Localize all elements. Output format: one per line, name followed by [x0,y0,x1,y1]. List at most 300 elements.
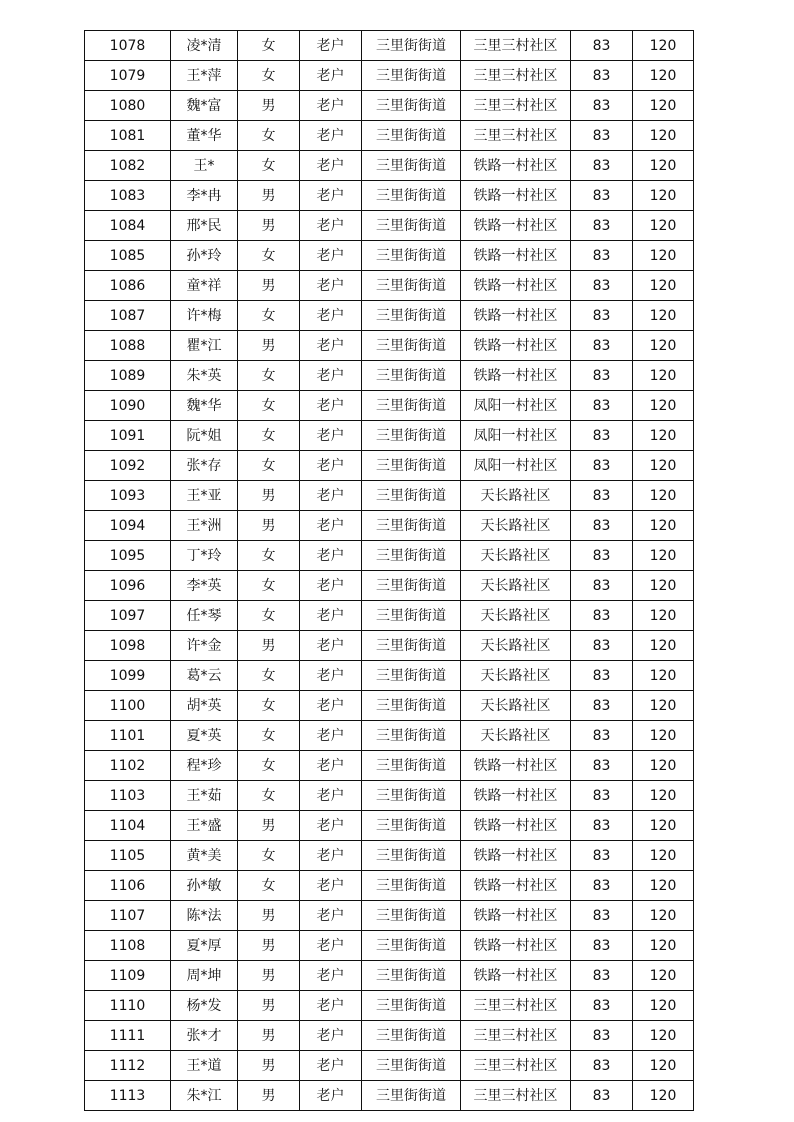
table-row [85,61,694,91]
community-cell: 天长路社区 [461,481,571,511]
table-row [85,91,694,121]
gender-cell: 男 [238,931,300,961]
street-cell: 三里街街道 [362,391,461,421]
serial-number-cell: 1089 [85,361,171,391]
gender-cell: 男 [238,1051,300,1081]
gender-cell: 男 [238,631,300,661]
household-type-cell: 老户 [300,601,362,631]
street-cell: 三里街街道 [362,1021,461,1051]
household-type-cell: 老户 [300,631,362,661]
table-row [85,841,694,871]
street-cell: 三里街街道 [362,721,461,751]
table-row [85,541,694,571]
age-cell: 83 [571,991,633,1021]
name-cell: 王*盛 [171,811,238,841]
household-type-cell: 老户 [300,181,362,211]
amount-cell: 120 [633,871,694,901]
serial-number-cell: 1106 [85,871,171,901]
gender-cell: 女 [238,601,300,631]
age-cell: 83 [571,91,633,121]
age-cell: 83 [571,301,633,331]
amount-cell: 120 [633,241,694,271]
name-cell: 阮*姐 [171,421,238,451]
gender-cell: 女 [238,391,300,421]
household-type-cell: 老户 [300,571,362,601]
street-cell: 三里街街道 [362,421,461,451]
name-cell: 陈*法 [171,901,238,931]
age-cell: 83 [571,211,633,241]
serial-number-cell: 1108 [85,931,171,961]
age-cell: 83 [571,781,633,811]
gender-cell: 女 [238,61,300,91]
age-cell: 83 [571,811,633,841]
serial-number-cell: 1091 [85,421,171,451]
community-cell: 凤阳一村社区 [461,451,571,481]
serial-number-cell: 1102 [85,751,171,781]
table-row [85,901,694,931]
name-cell: 朱*英 [171,361,238,391]
household-type-cell: 老户 [300,841,362,871]
street-cell: 三里街街道 [362,991,461,1021]
table-row [85,181,694,211]
amount-cell: 120 [633,631,694,661]
gender-cell: 女 [238,241,300,271]
table-row [85,931,694,961]
amount-cell: 120 [633,121,694,151]
age-cell: 83 [571,181,633,211]
serial-number-cell: 1107 [85,901,171,931]
amount-cell: 120 [633,601,694,631]
age-cell: 83 [571,481,633,511]
street-cell: 三里街街道 [362,271,461,301]
gender-cell: 男 [238,1081,300,1111]
age-cell: 83 [571,331,633,361]
age-cell: 83 [571,931,633,961]
name-cell: 许*金 [171,631,238,661]
serial-number-cell: 1083 [85,181,171,211]
amount-cell: 120 [633,511,694,541]
name-cell: 丁*玲 [171,541,238,571]
age-cell: 83 [571,661,633,691]
serial-number-cell: 1103 [85,781,171,811]
table-row [85,1051,694,1081]
gender-cell: 女 [238,541,300,571]
community-cell: 凤阳一村社区 [461,421,571,451]
table-row [85,241,694,271]
serial-number-cell: 1105 [85,841,171,871]
household-type-cell: 老户 [300,481,362,511]
table-body [85,31,694,1111]
table-row [85,691,694,721]
name-cell: 王*道 [171,1051,238,1081]
household-type-cell: 老户 [300,31,362,61]
age-cell: 83 [571,721,633,751]
serial-number-cell: 1096 [85,571,171,601]
household-type-cell: 老户 [300,1051,362,1081]
amount-cell: 120 [633,361,694,391]
amount-cell: 120 [633,271,694,301]
table-row [85,751,694,781]
name-cell: 葛*云 [171,661,238,691]
community-cell: 天长路社区 [461,691,571,721]
age-cell: 83 [571,631,633,661]
street-cell: 三里街街道 [362,451,461,481]
serial-number-cell: 1099 [85,661,171,691]
street-cell: 三里街街道 [362,931,461,961]
amount-cell: 120 [633,661,694,691]
amount-cell: 120 [633,211,694,241]
age-cell: 83 [571,31,633,61]
community-cell: 三里三村社区 [461,991,571,1021]
name-cell: 李*英 [171,571,238,601]
table-row [85,331,694,361]
amount-cell: 120 [633,481,694,511]
age-cell: 83 [571,601,633,631]
community-cell: 铁路一村社区 [461,331,571,361]
gender-cell: 男 [238,271,300,301]
household-type-cell: 老户 [300,691,362,721]
community-cell: 铁路一村社区 [461,871,571,901]
street-cell: 三里街街道 [362,1081,461,1111]
household-type-cell: 老户 [300,91,362,121]
serial-number-cell: 1110 [85,991,171,1021]
household-type-cell: 老户 [300,661,362,691]
community-cell: 三里三村社区 [461,61,571,91]
community-cell: 天长路社区 [461,661,571,691]
name-cell: 张*才 [171,1021,238,1051]
age-cell: 83 [571,451,633,481]
community-cell: 铁路一村社区 [461,811,571,841]
community-cell: 铁路一村社区 [461,211,571,241]
serial-number-cell: 1111 [85,1021,171,1051]
serial-number-cell: 1098 [85,631,171,661]
gender-cell: 男 [238,511,300,541]
serial-number-cell: 1079 [85,61,171,91]
name-cell: 王*洲 [171,511,238,541]
street-cell: 三里街街道 [362,871,461,901]
gender-cell: 男 [238,901,300,931]
household-type-cell: 老户 [300,871,362,901]
community-cell: 三里三村社区 [461,1021,571,1051]
community-cell: 铁路一村社区 [461,751,571,781]
table-row [85,211,694,241]
amount-cell: 120 [633,691,694,721]
serial-number-cell: 1092 [85,451,171,481]
age-cell: 83 [571,871,633,901]
name-cell: 胡*英 [171,691,238,721]
table-row [85,601,694,631]
amount-cell: 120 [633,991,694,1021]
gender-cell: 女 [238,781,300,811]
amount-cell: 120 [633,751,694,781]
age-cell: 83 [571,1021,633,1051]
street-cell: 三里街街道 [362,331,461,361]
name-cell: 黄*美 [171,841,238,871]
gender-cell: 女 [238,721,300,751]
amount-cell: 120 [633,301,694,331]
community-cell: 铁路一村社区 [461,301,571,331]
amount-cell: 120 [633,451,694,481]
serial-number-cell: 1109 [85,961,171,991]
household-type-cell: 老户 [300,781,362,811]
table-row [85,271,694,301]
street-cell: 三里街街道 [362,811,461,841]
household-type-cell: 老户 [300,451,362,481]
street-cell: 三里街街道 [362,841,461,871]
table-row [85,661,694,691]
name-cell: 王* [171,151,238,181]
age-cell: 83 [571,961,633,991]
household-type-cell: 老户 [300,931,362,961]
street-cell: 三里街街道 [362,241,461,271]
amount-cell: 120 [633,331,694,361]
age-cell: 83 [571,271,633,301]
age-cell: 83 [571,571,633,601]
community-cell: 天长路社区 [461,601,571,631]
street-cell: 三里街街道 [362,481,461,511]
name-cell: 任*琴 [171,601,238,631]
age-cell: 83 [571,901,633,931]
community-cell: 铁路一村社区 [461,931,571,961]
community-cell: 铁路一村社区 [461,781,571,811]
household-type-cell: 老户 [300,331,362,361]
age-cell: 83 [571,421,633,451]
serial-number-cell: 1097 [85,601,171,631]
gender-cell: 男 [238,1021,300,1051]
table-row [85,481,694,511]
household-type-cell: 老户 [300,61,362,91]
amount-cell: 120 [633,181,694,211]
gender-cell: 男 [238,811,300,841]
amount-cell: 120 [633,931,694,961]
street-cell: 三里街街道 [362,151,461,181]
age-cell: 83 [571,541,633,571]
street-cell: 三里街街道 [362,1051,461,1081]
street-cell: 三里街街道 [362,211,461,241]
name-cell: 王*茹 [171,781,238,811]
household-type-cell: 老户 [300,901,362,931]
name-cell: 童*祥 [171,271,238,301]
table-row [85,961,694,991]
name-cell: 李*冉 [171,181,238,211]
age-cell: 83 [571,511,633,541]
amount-cell: 120 [633,571,694,601]
name-cell: 夏*厚 [171,931,238,961]
table-row [85,391,694,421]
table-row [85,571,694,601]
age-cell: 83 [571,691,633,721]
table-row [85,31,694,61]
gender-cell: 女 [238,421,300,451]
amount-cell: 120 [633,31,694,61]
serial-number-cell: 1090 [85,391,171,421]
amount-cell: 120 [633,61,694,91]
street-cell: 三里街街道 [362,61,461,91]
household-type-cell: 老户 [300,721,362,751]
community-cell: 铁路一村社区 [461,271,571,301]
serial-number-cell: 1078 [85,31,171,61]
table-row [85,301,694,331]
street-cell: 三里街街道 [362,781,461,811]
serial-number-cell: 1101 [85,721,171,751]
serial-number-cell: 1086 [85,271,171,301]
gender-cell: 男 [238,211,300,241]
street-cell: 三里街街道 [362,571,461,601]
age-cell: 83 [571,751,633,781]
amount-cell: 120 [633,781,694,811]
community-cell: 天长路社区 [461,541,571,571]
serial-number-cell: 1085 [85,241,171,271]
household-type-cell: 老户 [300,121,362,151]
table-row [85,781,694,811]
community-cell: 三里三村社区 [461,31,571,61]
table-row [85,421,694,451]
community-cell: 铁路一村社区 [461,361,571,391]
household-type-cell: 老户 [300,241,362,271]
name-cell: 孙*敏 [171,871,238,901]
amount-cell: 120 [633,961,694,991]
table-row [85,1021,694,1051]
street-cell: 三里街街道 [362,181,461,211]
serial-number-cell: 1104 [85,811,171,841]
amount-cell: 120 [633,1081,694,1111]
community-cell: 铁路一村社区 [461,181,571,211]
name-cell: 许*梅 [171,301,238,331]
table-row [85,1081,694,1111]
table-row [85,991,694,1021]
serial-number-cell: 1084 [85,211,171,241]
community-cell: 三里三村社区 [461,1051,571,1081]
community-cell: 三里三村社区 [461,91,571,121]
community-cell: 铁路一村社区 [461,241,571,271]
serial-number-cell: 1094 [85,511,171,541]
community-cell: 天长路社区 [461,511,571,541]
name-cell: 夏*英 [171,721,238,751]
serial-number-cell: 1080 [85,91,171,121]
name-cell: 魏*富 [171,91,238,121]
amount-cell: 120 [633,1051,694,1081]
age-cell: 83 [571,1051,633,1081]
gender-cell: 男 [238,991,300,1021]
age-cell: 83 [571,121,633,151]
age-cell: 83 [571,841,633,871]
table-row [85,811,694,841]
name-cell: 孙*玲 [171,241,238,271]
street-cell: 三里街街道 [362,961,461,991]
community-cell: 铁路一村社区 [461,961,571,991]
street-cell: 三里街街道 [362,631,461,661]
table-row [85,451,694,481]
name-cell: 邢*民 [171,211,238,241]
gender-cell: 男 [238,961,300,991]
household-type-cell: 老户 [300,811,362,841]
roster-table-container [84,30,694,1111]
community-cell: 天长路社区 [461,631,571,661]
household-type-cell: 老户 [300,421,362,451]
serial-number-cell: 1082 [85,151,171,181]
serial-number-cell: 1100 [85,691,171,721]
name-cell: 魏*华 [171,391,238,421]
household-type-cell: 老户 [300,301,362,331]
table-row [85,631,694,661]
name-cell: 杨*发 [171,991,238,1021]
age-cell: 83 [571,1081,633,1111]
gender-cell: 女 [238,451,300,481]
gender-cell: 女 [238,841,300,871]
name-cell: 董*华 [171,121,238,151]
gender-cell: 女 [238,871,300,901]
serial-number-cell: 1112 [85,1051,171,1081]
community-cell: 凤阳一村社区 [461,391,571,421]
street-cell: 三里街街道 [362,361,461,391]
gender-cell: 女 [238,361,300,391]
community-cell: 三里三村社区 [461,121,571,151]
household-type-cell: 老户 [300,151,362,181]
street-cell: 三里街街道 [362,301,461,331]
household-type-cell: 老户 [300,1021,362,1051]
name-cell: 张*存 [171,451,238,481]
street-cell: 三里街街道 [362,121,461,151]
gender-cell: 女 [238,121,300,151]
amount-cell: 120 [633,91,694,121]
community-cell: 铁路一村社区 [461,841,571,871]
gender-cell: 女 [238,751,300,781]
household-type-cell: 老户 [300,541,362,571]
household-type-cell: 老户 [300,361,362,391]
household-type-cell: 老户 [300,391,362,421]
table-row [85,721,694,751]
name-cell: 朱*江 [171,1081,238,1111]
gender-cell: 女 [238,301,300,331]
serial-number-cell: 1088 [85,331,171,361]
street-cell: 三里街街道 [362,601,461,631]
table-row [85,871,694,901]
community-cell: 铁路一村社区 [461,151,571,181]
serial-number-cell: 1093 [85,481,171,511]
community-cell: 天长路社区 [461,571,571,601]
street-cell: 三里街街道 [362,661,461,691]
gender-cell: 女 [238,571,300,601]
street-cell: 三里街街道 [362,901,461,931]
street-cell: 三里街街道 [362,31,461,61]
gender-cell: 女 [238,661,300,691]
age-cell: 83 [571,61,633,91]
table-row [85,151,694,181]
name-cell: 周*坤 [171,961,238,991]
street-cell: 三里街街道 [362,541,461,571]
amount-cell: 120 [633,721,694,751]
amount-cell: 120 [633,1021,694,1051]
amount-cell: 120 [633,841,694,871]
gender-cell: 男 [238,481,300,511]
name-cell: 王*萍 [171,61,238,91]
amount-cell: 120 [633,151,694,181]
age-cell: 83 [571,241,633,271]
household-type-cell: 老户 [300,211,362,241]
amount-cell: 120 [633,421,694,451]
amount-cell: 120 [633,811,694,841]
amount-cell: 120 [633,541,694,571]
community-cell: 三里三村社区 [461,1081,571,1111]
serial-number-cell: 1081 [85,121,171,151]
gender-cell: 男 [238,91,300,121]
table-row [85,121,694,151]
name-cell: 程*珍 [171,751,238,781]
street-cell: 三里街街道 [362,511,461,541]
age-cell: 83 [571,361,633,391]
serial-number-cell: 1095 [85,541,171,571]
table-row [85,361,694,391]
